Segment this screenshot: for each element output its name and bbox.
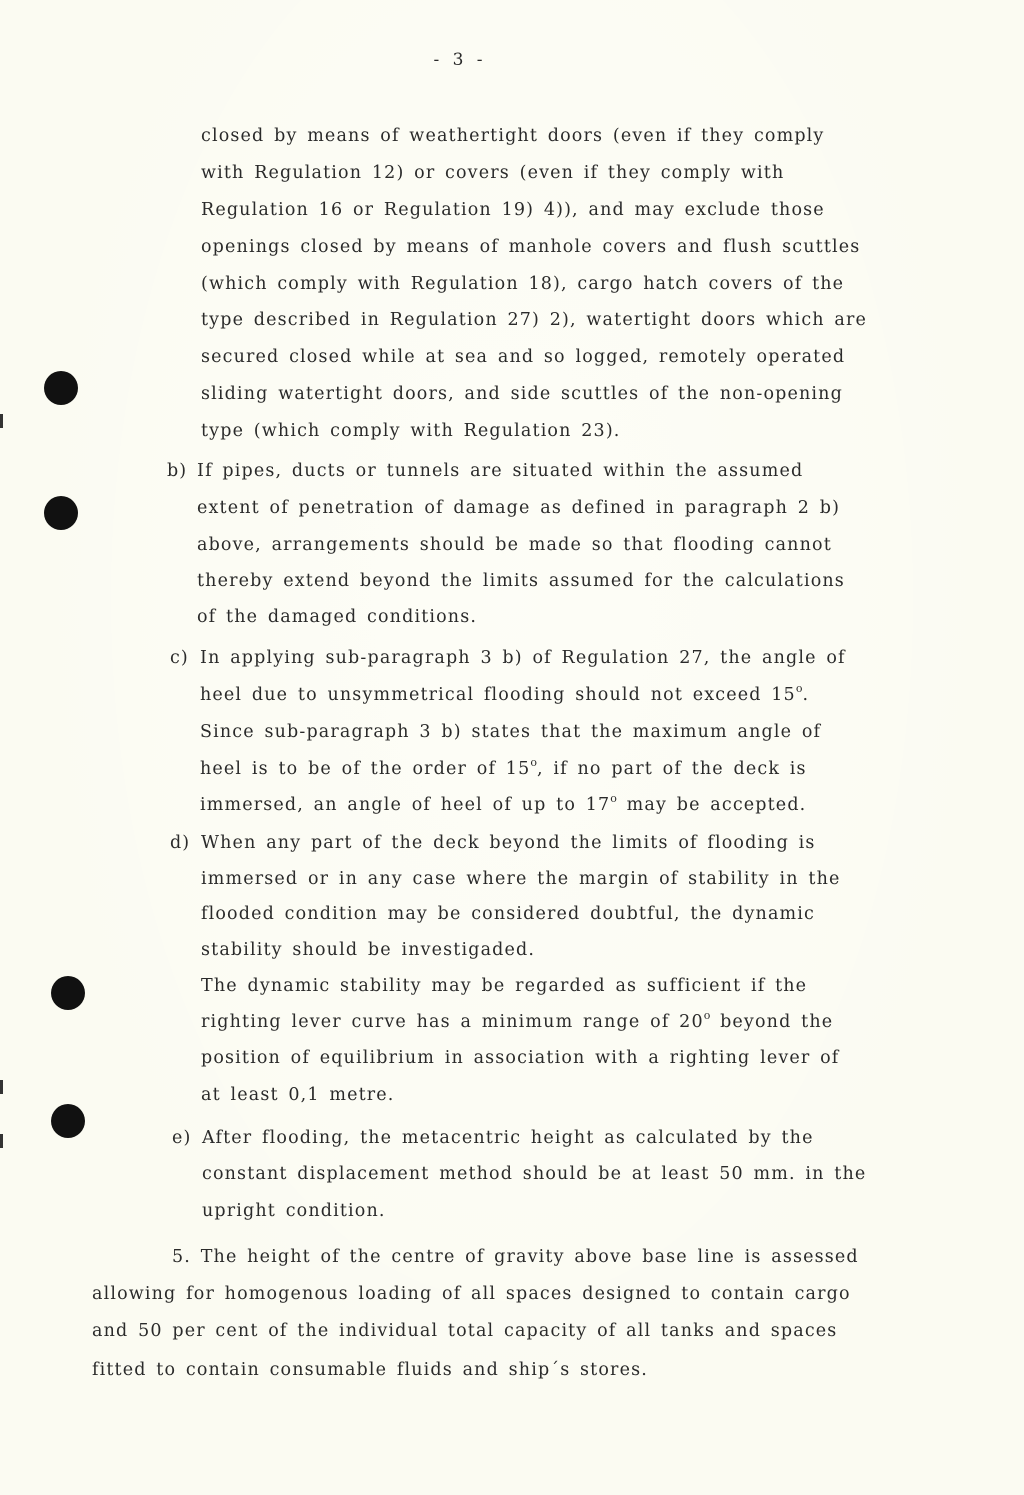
punch-hole-1 [44, 371, 78, 405]
intro-line: openings closed by means of manhole covers and flush scuttles [201, 237, 861, 257]
punch-hole-3 [51, 976, 85, 1010]
item-e-line: After flooding, the metacentric height as calculated by the [202, 1128, 814, 1148]
item-d-line: The dynamic stability may be regarded as sufficient if the [201, 976, 808, 996]
item-b-line: of the damaged conditions. [197, 607, 478, 627]
degree-mark: o [610, 792, 617, 805]
para5-line: 5. The height of the centre of gravity above base line is assessed [172, 1247, 859, 1267]
item-d-line: position of equilibrium in association with a righting lever of [201, 1048, 840, 1068]
degree-mark: o [703, 1009, 711, 1022]
para5-line: and 50 per cent of the individual total capacity of all tanks and spaces [92, 1321, 838, 1341]
intro-line: secured closed while at sea and so logged, remotely operated [201, 347, 846, 367]
punch-hole-4 [51, 1104, 85, 1138]
intro-line: sliding watertight doors, and side scuttles of the non-opening [201, 384, 843, 404]
punch-hole-2 [44, 496, 78, 530]
item-b-line: extent of penetration of damage as defined in paragraph 2 b) [197, 498, 841, 518]
item-e-line: upright condition. [202, 1201, 386, 1221]
item-c-line: heel is to be of the order of 15$^o$, if no part of the deck is [200, 756, 807, 779]
intro-line: with Regulation 12) or covers (even if they comply with [201, 163, 785, 183]
item-d-label: d) [170, 833, 191, 853]
item-d-line: stability should be investigaded. [201, 940, 536, 960]
item-b-label: b) [167, 461, 188, 481]
item-d-line: righting lever curve has a minimum range of 20$^o$ beyond the [201, 1009, 834, 1032]
degree-mark: o [530, 756, 537, 769]
item-d-line: immersed or in any case where the margin of stability in the [201, 869, 841, 889]
intro-line: type described in Regulation 27) 2), watertight doors which are [201, 310, 868, 330]
item-d-line: at least 0,1 metre. [201, 1085, 395, 1105]
item-c-label: c) [170, 648, 189, 668]
para5-line: allowing for homogenous loading of all spaces designed to contain cargo [92, 1284, 851, 1304]
item-e-line: constant displacement method should be at least 50 mm. in the [202, 1164, 867, 1184]
item-c-line: heel due to unsymmetrical flooding should not exceed 15$^o$. [200, 682, 810, 705]
item-b-line: If pipes, ducts or tunnels are situated within the assumed [197, 461, 804, 481]
intro-line: (which comply with Regulation 18), cargo hatch covers of the [201, 274, 845, 294]
edge-mark-2 [0, 1080, 3, 1094]
page-number: - 3 - [433, 50, 487, 70]
intro-line: type (which comply with Regulation 23). [201, 421, 621, 441]
item-c-line: In applying sub-paragraph 3 b) of Regulation 27, the angle of [200, 648, 846, 668]
item-c-line: Since sub-paragraph 3 b) states that the maximum angle of [200, 722, 822, 742]
para5-line: fitted to contain consumable fluids and ship´s stores. [92, 1360, 648, 1380]
item-b-line: thereby extend beyond the limits assumed for the calculations [197, 571, 845, 591]
intro-line: closed by means of weathertight doors (even if they comply [201, 126, 825, 146]
item-d-line: flooded condition may be considered doubtful, the dynamic [201, 904, 815, 924]
edge-mark-1 [0, 414, 3, 428]
item-c-line: immersed, an angle of heel of up to 17$^o$ may be accepted. [200, 792, 807, 815]
item-e-label: e) [172, 1128, 192, 1148]
degree-mark: o [795, 682, 803, 695]
item-b-line: above, arrangements should be made so that flooding cannot [197, 535, 832, 555]
intro-line: Regulation 16 or Regulation 19) 4)), and may exclude those [201, 200, 825, 220]
edge-mark-3 [0, 1134, 3, 1148]
item-d-line: When any part of the deck beyond the limits of flooding is [201, 833, 816, 853]
